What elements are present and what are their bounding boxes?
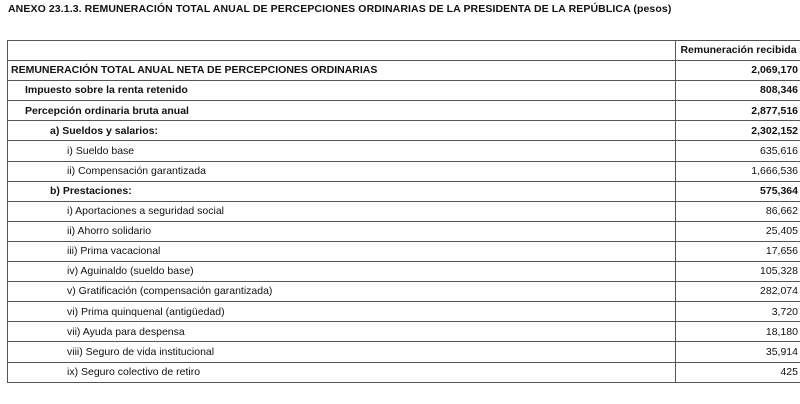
row-label: b) Prestaciones: <box>8 181 676 201</box>
row-value: 18,180 <box>676 322 800 342</box>
row-value: 425 <box>676 362 800 382</box>
row-label: a) Sueldos y salarios: <box>8 121 676 141</box>
remuneration-table <box>7 40 800 383</box>
table-row <box>8 362 800 382</box>
table-row <box>8 61 800 81</box>
row-value: 2,302,152 <box>676 121 800 141</box>
table-row <box>8 201 800 221</box>
row-label: i) Sueldo base <box>8 141 676 161</box>
table-row <box>8 241 800 261</box>
table-row <box>8 181 800 201</box>
row-value: 635,616 <box>676 141 800 161</box>
table-row <box>8 342 800 362</box>
row-value: 105,328 <box>676 262 800 282</box>
row-value: 25,405 <box>676 221 800 241</box>
row-value: 3,720 <box>676 302 800 322</box>
row-value: 282,074 <box>676 282 800 302</box>
row-label: ii) Compensación garantizada <box>8 161 676 181</box>
row-value: 17,656 <box>676 241 800 261</box>
header-value-cell: Remuneración recibida <box>676 41 800 61</box>
table-row <box>8 161 800 181</box>
row-label: ix) Seguro colectivo de retiro <box>8 362 676 382</box>
table-row <box>8 221 800 241</box>
row-value: 35,914 <box>676 342 800 362</box>
table-row <box>8 81 800 101</box>
row-label: viii) Seguro de vida institucional <box>8 342 676 362</box>
row-label: Percepción ordinaria bruta anual <box>8 101 676 121</box>
row-value: 2,877,516 <box>676 101 800 121</box>
row-label: vi) Prima quinquenal (antigüedad) <box>8 302 676 322</box>
row-value: 86,662 <box>676 201 800 221</box>
table-row <box>8 282 800 302</box>
header-label-cell <box>8 41 676 61</box>
table-row <box>8 141 800 161</box>
row-label: Impuesto sobre la renta retenido <box>8 81 676 101</box>
row-label: v) Gratificación (compensación garantizada) <box>8 282 676 302</box>
row-label: iv) Aguinaldo (sueldo base) <box>8 262 676 282</box>
table-row <box>8 302 800 322</box>
table-row <box>8 101 800 121</box>
row-value: 1,666,536 <box>676 161 800 181</box>
table-row <box>8 262 800 282</box>
row-value: 575,364 <box>676 181 800 201</box>
row-label: i) Aportaciones a seguridad social <box>8 201 676 221</box>
row-label: ii) Ahorro solidario <box>8 221 676 241</box>
row-label: vii) Ayuda para despensa <box>8 322 676 342</box>
row-value: 2,069,170 <box>676 61 800 81</box>
row-value: 808,346 <box>676 81 800 101</box>
row-label: REMUNERACIÓN TOTAL ANUAL NETA DE PERCEPCIONES ORDINARIAS <box>8 61 676 81</box>
table-row <box>8 121 800 141</box>
document-title: ANEXO 23.1.3. REMUNERACIÓN TOTAL ANUAL DE PERCEPCIONES ORDINARIAS DE LA PRESIDENTA DE LA REPÚBLICA (pesos) <box>8 3 672 15</box>
row-label: iii) Prima vacacional <box>8 241 676 261</box>
table-header-row <box>8 41 800 61</box>
table-row <box>8 322 800 342</box>
